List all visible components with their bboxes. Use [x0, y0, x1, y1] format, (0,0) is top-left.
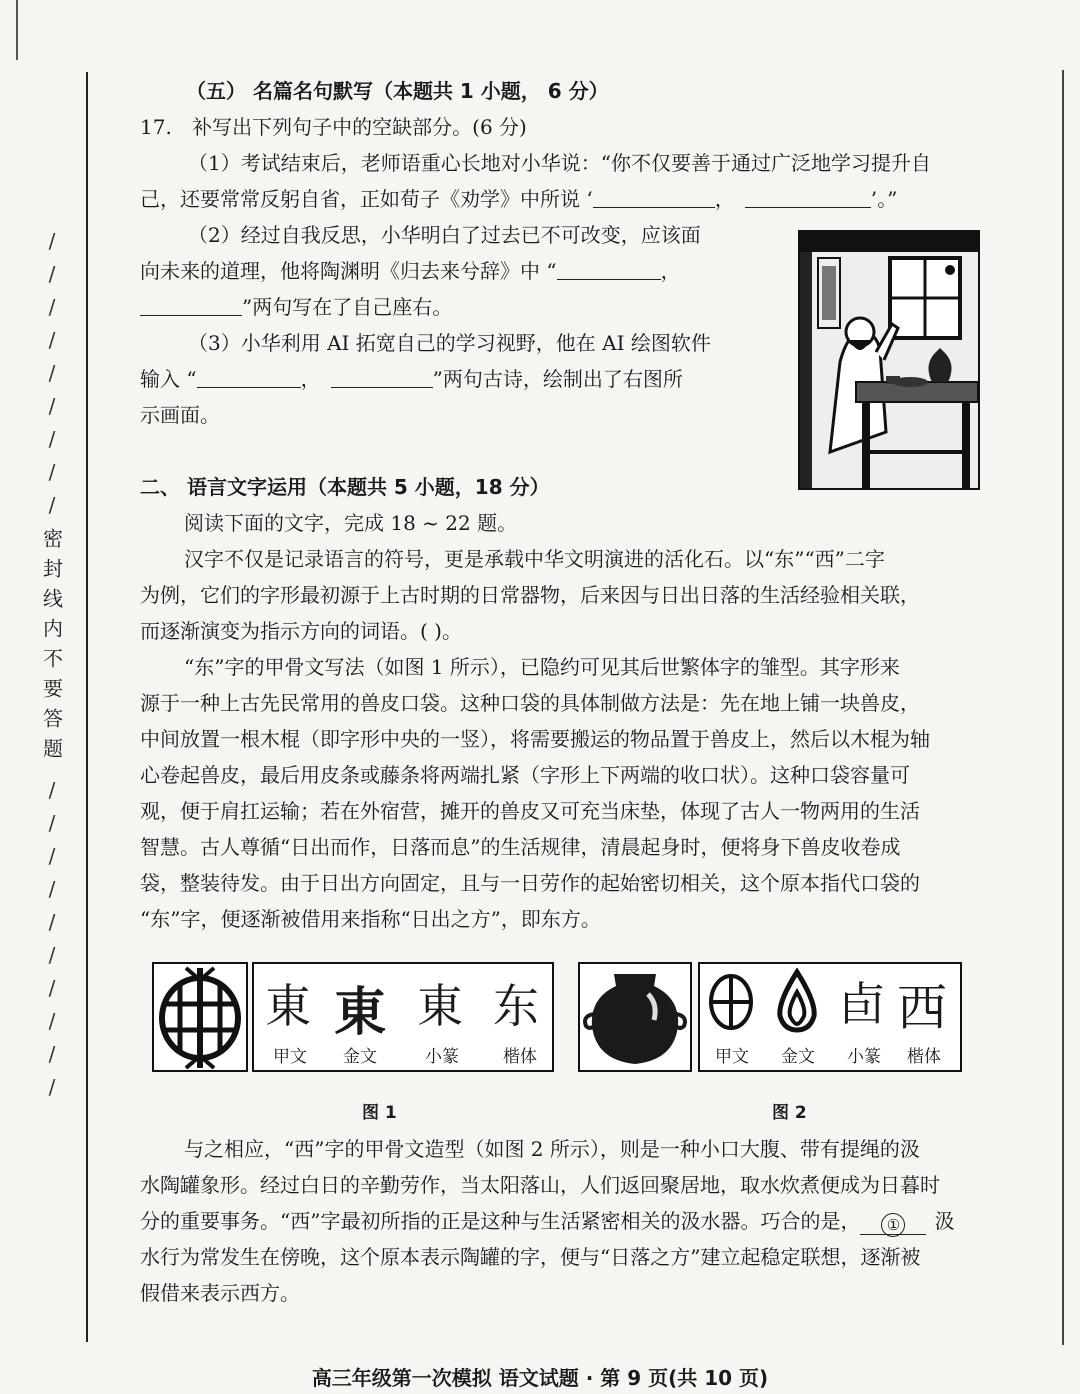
q17-item2-line1: （2）经过自我反思，小华明白了过去已不可改变，应该面 — [188, 223, 701, 247]
fig1-glyph-evolution — [252, 962, 554, 1072]
binding-line — [86, 72, 88, 1342]
q17-item3-line3: 示画面。 — [140, 403, 220, 427]
ai-painting-illustration — [798, 230, 980, 490]
page-edge-line — [16, 0, 18, 60]
margin-line — [1062, 70, 1064, 1345]
passage-p3-line: 水陶罐象形。经过白日的辛勤劳作，当太阳落山，人们返回聚居地，取水炊煮便成为日暮时 — [140, 1173, 940, 1197]
answer-blank[interactable] — [197, 367, 301, 388]
q17-text: 补写出下列句子中的空缺部分。(6 分) — [192, 115, 527, 139]
passage-p2-line: 智慧。古人尊循“日出而作，日落而息”的生活规律，清晨起身时，便将身下兽皮收卷成 — [140, 835, 901, 859]
fig2-label: 甲文 — [715, 1047, 749, 1067]
fig2-jar-image — [578, 962, 692, 1072]
passage-p1-line: 为例，它们的字形最初源于上古时期的日常器物，后来因与日出日落的生活经验相关联， — [140, 583, 920, 607]
q17-item3-line1: （3）小华利用 AI 拓宽自己的学习视野，他在 AI 绘图软件 — [188, 331, 711, 355]
passage-p2-line: 源于一种上古先民常用的兽皮口袋。这种口袋的具体制做方法是：先在地上铺一块兽皮， — [140, 691, 920, 715]
fig2-label: 小篆 — [847, 1047, 881, 1067]
section2-heading: 二、 语言文字运用（本题共 5 小题，18 分） — [140, 475, 550, 499]
page-footer: 高三年级第一次模拟 语文试题 · 第 9 页(共 10 页) — [311, 1366, 769, 1390]
q17-number: 17. — [140, 115, 172, 139]
q17-item3-line2: 输入 “ ， ”两句古诗，绘制出了右图所 — [140, 367, 683, 391]
fig1-label: 金文 — [343, 1047, 377, 1067]
answer-blank[interactable] — [331, 367, 433, 388]
fig2-glyph-evolution — [698, 962, 962, 1072]
fig1-label: 楷体 — [503, 1047, 537, 1067]
passage-p3-line: 水行为常发生在傍晚，这个原本表示陶罐的字，便与“日落之方”建立起稳定联想，逐渐被 — [140, 1245, 921, 1269]
answer-blank[interactable] — [593, 187, 715, 208]
passage-p2-line: 中间放置一根木棍（即字形中央的一竖），将需要搬运的物品置于兽皮上，然后以木棍为轴 — [140, 727, 930, 751]
answer-blank[interactable] — [557, 259, 661, 280]
fig2-label: 金文 — [781, 1047, 815, 1067]
section5-heading: （五） 名篇名句默写（本题共 1 小题， 6 分） — [186, 79, 609, 103]
q17-item2-line3: ”两句写在了自己座右。 — [140, 294, 452, 320]
passage-p3-line: 分的重要事务。“西”字最初所指的正是这种与生活紧密相关的汲水器。巧合的是， ① 汲 — [140, 1208, 954, 1235]
fig2-glyph-seal: 卣 — [839, 977, 885, 1031]
q17-item1-line1: （1）考试结束后，老师语重心长地对小华说：“你不仅要善于通过广泛地学习提升自 — [188, 151, 931, 175]
fig1-glyph-regular: 东 — [493, 979, 539, 1033]
section2-instruction: 阅读下面的文字，完成 18 ~ 22 题。 — [184, 511, 518, 535]
fig1-glyph-bronze: 東 — [333, 982, 386, 1043]
q17-item1-line2: 己，还要常常反躬自省，正如荀子《劝学》中所说 ‘ ， ’。” — [140, 187, 898, 211]
passage-p1-line: 汉字不仅是记录语言的符号，更是承载中华文明演进的活化石。以“东”“西”二字 — [184, 547, 885, 571]
passage-p3-line: 假借来表示西方。 — [140, 1281, 300, 1305]
fig1-glyph-seal: 東 — [417, 979, 463, 1033]
blank-number: ① — [881, 1213, 905, 1237]
passage-p2-line: “东”字，便逐渐被借用来指称“日出之方”，即东方。 — [140, 907, 601, 931]
passage-p2-line: 观，便于肩扛运输；若在外宿营，摊开的兽皮又可充当床垫，体现了古人一物两用的生活 — [140, 799, 920, 823]
fig2-glyph-regular: 西 — [897, 979, 947, 1037]
fig2-label: 楷体 — [907, 1047, 941, 1067]
seal-warning-text: 密封线内不要答题 — [39, 528, 64, 768]
passage-p2-line: “东”字的甲骨文写法（如图 1 所示），已隐约可见其后世繁体字的雏型。其字形来 — [184, 655, 900, 679]
seal-line-column: / / / / / / / / / 密封线内不要答题 / / / / / / / / / / — [30, 225, 74, 1185]
answer-blank[interactable] — [745, 187, 871, 208]
answer-blank-1[interactable] — [860, 1210, 926, 1235]
passage-p3-line: 与之相应，“西”字的甲骨文造型（如图 2 所示），则是一种小口大腹、带有提绳的汲 — [184, 1137, 920, 1161]
q17-item2-line2: 向未来的道理，他将陶渊明《归去来兮辞》中 “ ， — [140, 259, 681, 283]
fig1-glyph-oracle: 東 — [265, 979, 311, 1033]
fig1-bag-image — [152, 962, 248, 1072]
fig2-glyph-oracle — [706, 970, 756, 1032]
fig1-label: 甲文 — [273, 1047, 307, 1067]
fig1-label: 小篆 — [425, 1047, 459, 1067]
fig1-caption: 图 1 — [362, 1103, 397, 1123]
fig2-caption: 图 2 — [772, 1103, 807, 1123]
passage-p1-line: 而逐渐演变为指示方向的词语。( )。 — [140, 619, 462, 643]
fig2-glyph-bronze — [772, 968, 822, 1034]
answer-blank[interactable] — [140, 295, 242, 316]
q17-stem — [140, 114, 527, 140]
passage-p2-line: 心卷起兽皮，最后用皮条或藤条将两端扎紧（字形上下两端的收口状）。这种口袋容量可 — [140, 763, 910, 787]
passage-p2-line: 袋，整装待发。由于日出方向固定，且与一日劳作的起始密切相关，这个原本指代口袋的 — [140, 871, 920, 895]
